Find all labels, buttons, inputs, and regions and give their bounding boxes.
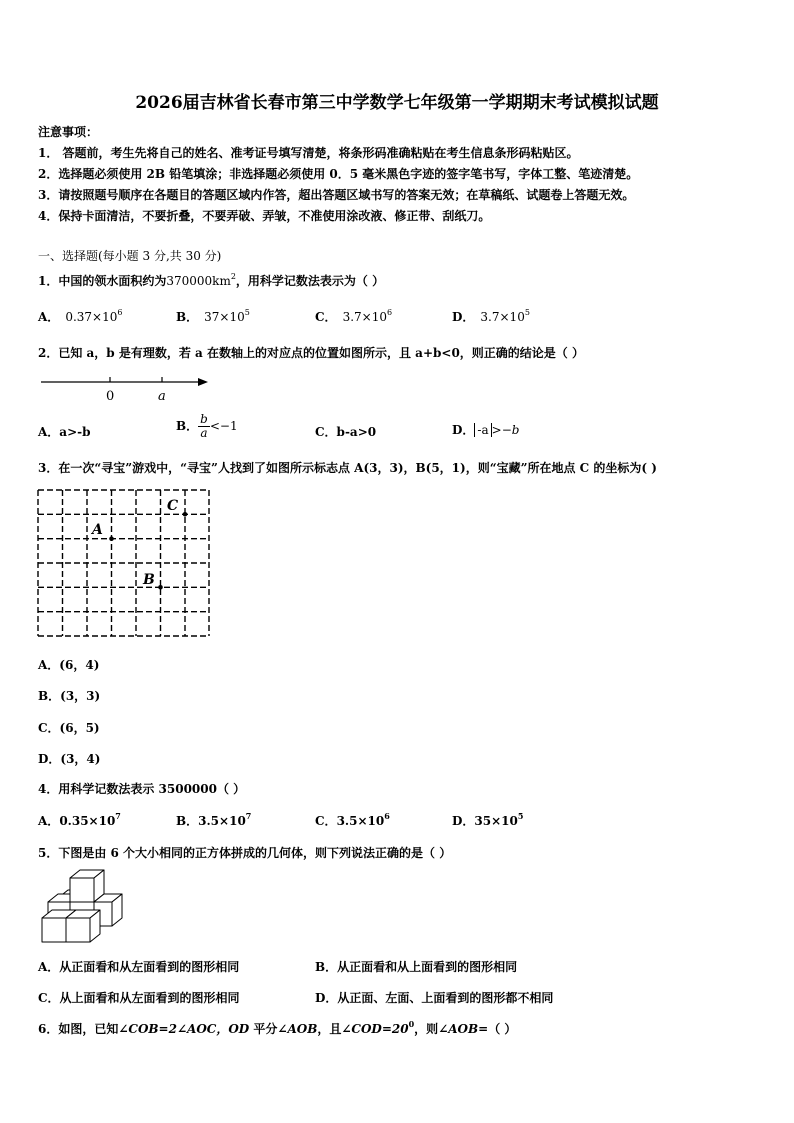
option-label: A． [38,310,60,324]
option-exponent: 7 [115,811,121,821]
option-value: 0.35×10 [59,814,116,828]
q1-stem-text: 1．中国的领水面积约为 [38,274,167,288]
option-exponent: 6 [117,308,123,317]
option-label: B． [176,419,199,433]
option-exponent: 5 [524,308,530,317]
q4-option-d[interactable] [452,812,523,829]
q6-angle-relation: ∠COB=2∠AOC，OD [118,1022,250,1036]
q2-option-a[interactable]: A．a>-b [38,425,91,439]
option-label: D． [452,423,475,437]
number-line-arrow-icon [198,378,208,386]
q6-angle-aob-query: ∠AOB= [438,1022,489,1036]
q6-degree: 0 [408,1019,415,1029]
q3-option-d[interactable]: D．(3，4) [38,752,101,766]
option-label: B． [176,814,199,828]
q6-stem-text: 平分 [249,1022,278,1036]
q3-option-b[interactable]: B．(3，3) [38,689,101,703]
label-a: A [92,522,103,538]
label-c: C [167,498,179,514]
q5-option-a[interactable]: A．从正面看和从左面看到的图形相同 [38,960,240,974]
q1-number: 370000km [166,274,231,288]
q5-option-d[interactable]: D．从正面、左面、上面看到的图形都不相同 [315,991,554,1005]
q6-answer-blank: （ ） [488,1022,517,1036]
q4-option-b[interactable] [176,812,251,829]
q5-option-c[interactable]: C．从上面看和从左面看到的图形相同 [38,991,240,1005]
q1-option-c[interactable] [315,308,392,325]
notice-item-4: 4．保持卡面清洁，不要折叠，不要弄破、弄皱，不准使用涂改液、修正带、刮纸刀。 [38,209,491,223]
number-line-figure [38,372,213,404]
q1-stem-number [166,274,236,288]
cube-solid-figure [40,868,124,948]
option-label: A． [38,814,60,828]
question-1-stem [38,272,384,289]
fraction-numerator: b [200,412,208,426]
label-b: B [143,572,155,588]
notice-item-3: 3．请按照题号顺序在各题目的答题区域内作答，超出答题区域书写的答案无效；在草稿纸、试题卷上答题无效。 [38,188,635,202]
question-6-stem [38,1020,516,1037]
q6-angle-cod: ∠COD=20 [341,1022,409,1036]
question-4-stem: 4．用科学记数法表示 3500000（ ） [38,782,246,796]
question-5-stem: 5．下图是由 6 个大小相同的正方体拼成的几何体，则下列说法正确的是（ ） [38,846,452,860]
q3-option-c[interactable]: C．(6，5) [38,721,100,735]
q6-stem-text: ，则 [414,1022,439,1036]
q2-option-c[interactable]: C．b-a>0 [315,425,377,439]
point-a [109,536,114,541]
fraction-b-over-a [198,413,210,440]
option-exponent: 6 [384,811,390,821]
q1-option-b[interactable] [176,308,250,325]
section-heading: 一、选择题(每小题 3 分,共 30 分) [38,249,222,263]
q6-stem-text: ，且 [317,1022,342,1036]
option-value: <−1 [209,419,238,433]
q2-option-b[interactable] [176,413,238,440]
q4-option-a[interactable] [38,812,121,829]
option-value: 3.5×10 [198,814,246,828]
q1-exponent: 2 [230,272,236,281]
option-exponent: 5 [244,308,250,317]
q1-stem-tail: ，用科学记数法表示为（ ） [235,274,385,288]
option-label: C． [315,814,337,828]
q5-option-b[interactable]: B．从正面看和从上面看到的图形相同 [315,960,518,974]
q2-option-d[interactable] [452,421,519,438]
option-value: 37×10 [204,310,245,324]
notice-item-1: 1． 答题前，考生先将自己的姓名、准考证号填写清楚，将条形码准确粘贴在考生信息条形码粘贴区。 [38,146,579,160]
a-label: a [158,389,166,404]
notice-heading: 注意事项： [38,125,99,139]
treasure-grid-figure [36,488,212,640]
grid-lines [38,490,209,636]
option-value: 3.7×10 [342,310,387,324]
option-value: 35×10 [474,814,518,828]
option-value: >−b [491,423,520,437]
option-label: C． [315,310,337,324]
zero-label: 0 [106,389,115,404]
absolute-value: -a [474,423,491,437]
q1-option-a[interactable] [38,308,122,325]
point-c [183,512,188,517]
q3-option-a[interactable]: A．(6，4) [38,658,100,672]
option-value: 0.37×10 [65,310,118,324]
option-value: 3.5×10 [336,814,385,828]
q6-angle-aob: ∠AOB [277,1022,318,1036]
option-value: 3.7×10 [480,310,525,324]
option-label: D． [452,310,475,324]
page-title: 2026届吉林省长春市第三中学数学七年级第一学期期末考试模拟试题 [135,93,659,113]
option-exponent: 5 [517,811,524,821]
cubes [42,870,122,942]
fraction-denominator: a [200,426,208,440]
option-label: B． [176,310,199,324]
option-exponent: 6 [386,308,393,317]
option-label: D． [452,814,475,828]
q6-stem-text: 6．如图，已知 [38,1022,119,1036]
option-exponent: 7 [245,811,252,821]
q1-option-d[interactable] [452,308,530,325]
notice-item-2: 2．选择题必须使用 2B 铅笔填涂；非选择题必须使用 0．5 毫米黑色字迹的签字笔书写，字体工整、笔迹清楚。 [38,167,639,181]
q4-option-c[interactable] [315,812,390,829]
question-3-stem: 3．在一次“寻宝”游戏中，“寻宝”人找到了如图所示标志点 A(3，3)，B(5，1)，则“宝藏”所在地点 C 的坐标为( ) [38,461,657,475]
question-2-stem: 2．已知 a，b 是有理数，若 a 在数轴上的对应点的位置如图所示，且 a+b<0，则正确的结论是（ ） [38,346,584,360]
point-b [158,585,163,590]
